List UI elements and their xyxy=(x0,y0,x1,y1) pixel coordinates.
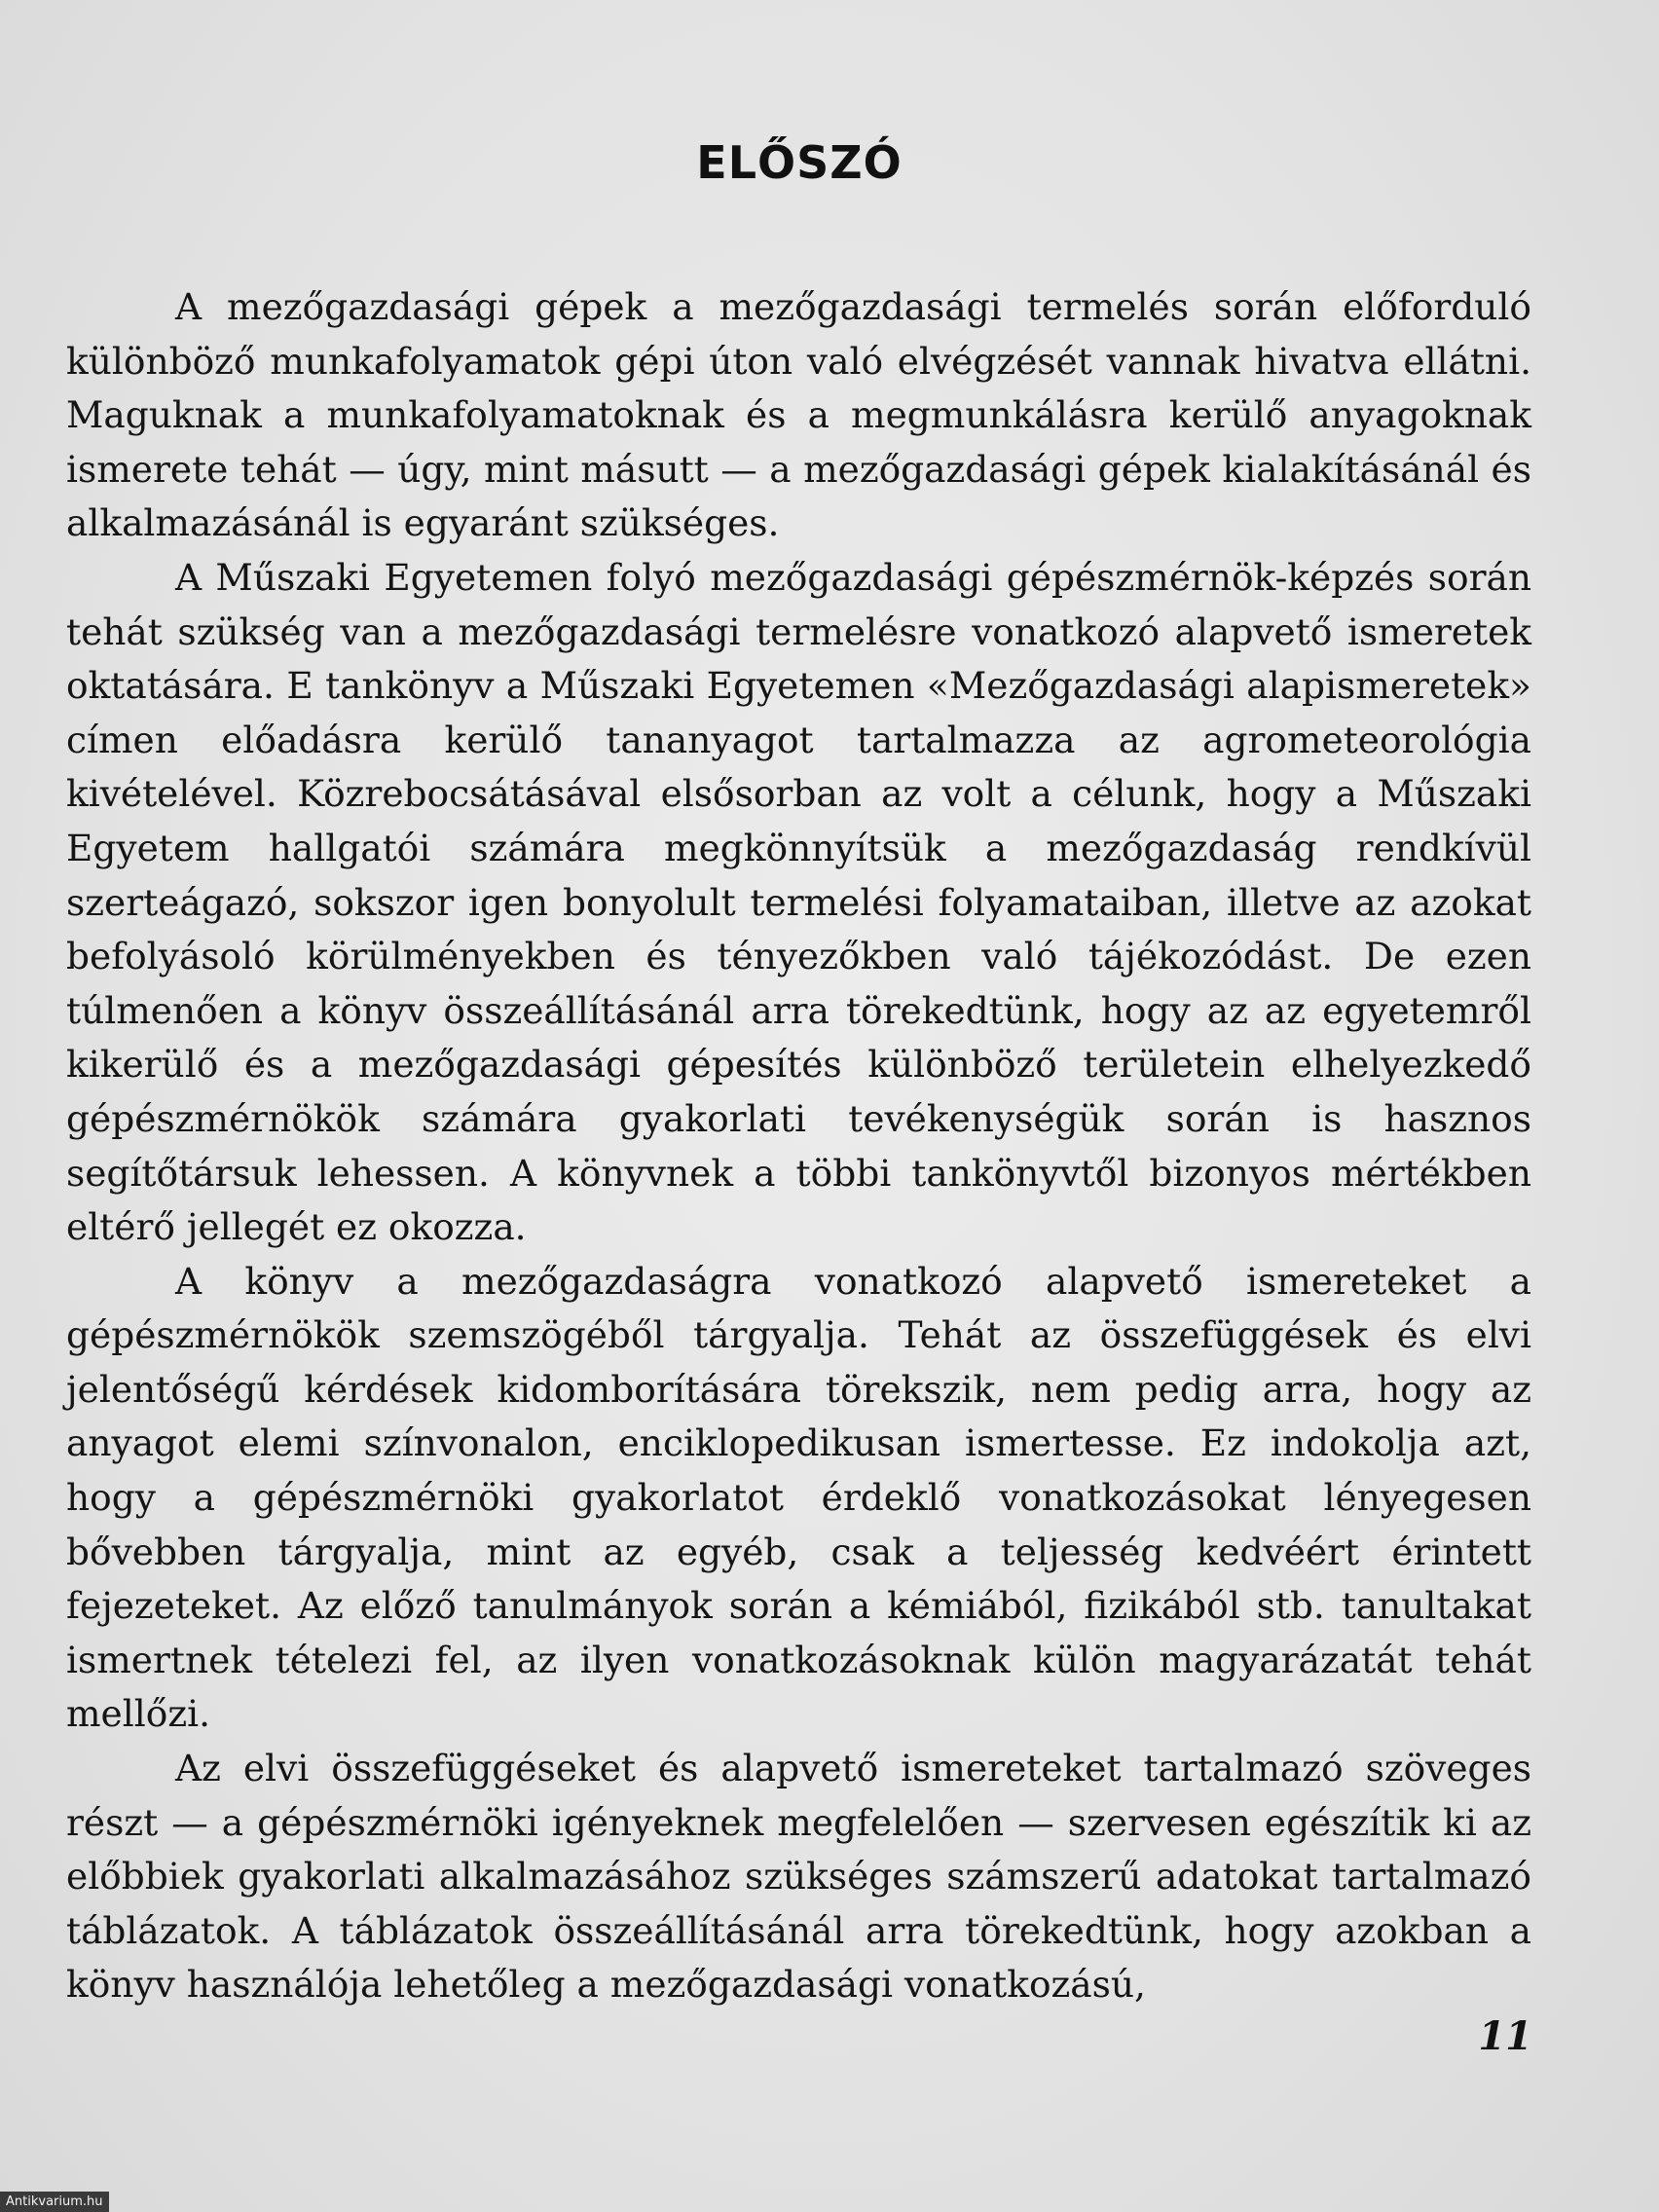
body-text xyxy=(66,280,1531,2012)
paragraph-4: Az elvi összefüggéseket és alapvető ismereteket tartalmazó szöveges részt — a gépészmérnöki igényeknek megfelelően — szervesen egészítik ki az előbbiek gyakorlati alkalmazásához szükséges számszerű adatokat tartalmazó táblázatok. A táblázatok összeállításánál arra törekedtünk, hogy azokban a könyv használója lehetőleg a mezőgazdasági vonatkozású, xyxy=(66,1747,1531,2007)
paragraph-1: A mezőgazdasági gépek a mezőgazdasági termelés során előforduló különböző munkafolyamatok gépi úton való elvégzését vannak hivatva ellátni. Maguknak a munkafolyamatoknak és a megmunkálásra kerülő anyagoknak ismerete tehát — úgy, mint másutt — a mezőgazdasági gépek kialakításánál és alkalmazásánál is egyaránt szükséges. xyxy=(66,285,1531,545)
page-number: 11 xyxy=(1478,2013,1532,2059)
paragraph-2: A Műszaki Egyetemen folyó mezőgazdasági gépészmérnök-képzés során tehát szükség van a mezőgazdasági termelésre vonatkozó alapvető ismeretek oktatására. E tankönyv a Műszaki Egyetemen «Mezőgazdasági alapismeretek» címen előadásra kerülő tananyagot tartalmazza az agrometeorológia kivételével. Közrebocsátásával elsősorban az volt a célunk, hogy a Műszaki Egyetem hallgatói számára megkönnyítsük a mezőgazdaság rendkívül szerteágazó, sokszor igen bonyolult termelési folyamataiban, illetve az azokat befolyásoló körülményekben és tényezőkben való tájékozódást. De ezen túlmenően a könyv összeállításánál arra törekedtünk, hogy az az egyetemről kikerülő és a mezőgazdasági gépesítés különböző területein elhelyezkedő gépészmérnökök számára gyakorlati tevékenységük során is hasznos segítőtársuk lehessen. A könyvnek a többi tankönyvtől bizonyos mértékben eltérő jellegét ez okozza. xyxy=(66,555,1531,1249)
watermark-label: Antikvarium.hu xyxy=(0,2192,109,2212)
page-title: ELŐSZÓ xyxy=(696,136,903,189)
paragraph-3: A könyv a mezőgazdaságra vonatkozó alapvető ismereteket a gépészmérnökök szemszögéből tárgyalja. Tehát az összefüggések és elvi jelentőségű kérdések kidomborítására törekszik, nem pedig arra, hogy az anyagot elemi színvonalon, enciklopedikusan ismertesse. Ez indokolja azt, hogy a gépészmérnöki gyakorlatot érdeklő vonatkozásokat lényegesen bővebben tárgyalja, mint az egyéb, csak a teljesség kedvéért érintett fejezeteket. Az előző tanulmányok során a kémiából, fizikából stb. tanultakat ismertnek tételezi fel, az ilyen vonatkozásoknak külön magyarázatát tehát mellőzi. xyxy=(66,1259,1531,1736)
